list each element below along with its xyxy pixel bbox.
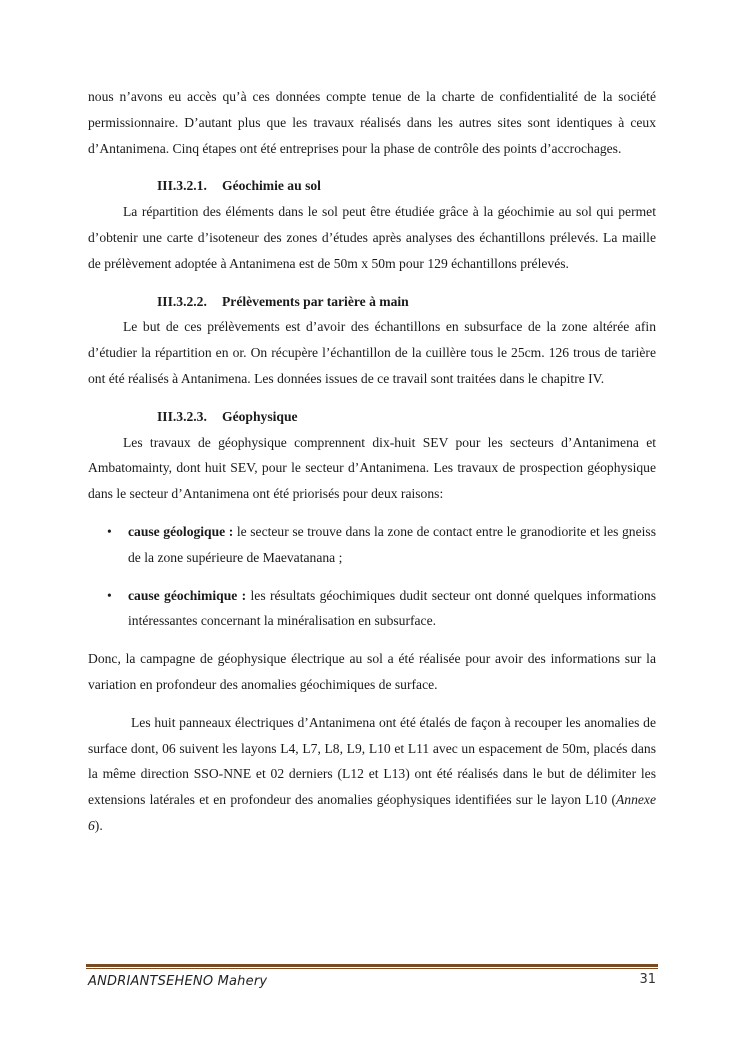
heading-tariere bbox=[88, 289, 656, 315]
footer-author: ANDRIANTSEHENO Mahery bbox=[88, 974, 268, 989]
heading-title: Géochimie au sol bbox=[222, 178, 321, 194]
paragraph-intro: nous n’avons eu accès qu’à ces données compte tenue de la charte de confidentialité de la société permissionnaire. D’autant plus que les travaux réalisés dans les autres sites sont identiques à ceux d’Antanimena. Cinq étapes ont été entreprises pour la phase de contrôle des points d’accrochages. bbox=[88, 89, 656, 156]
annexe-reference: Annexe 6 bbox=[88, 792, 656, 833]
bullet-text: les résultats géochimiques dudit secteur ont donné quelques informations intéressantes concernant la minéralisation en subsurface. bbox=[128, 587, 656, 629]
paragraph-panneaux bbox=[88, 710, 656, 839]
panneaux-text: Les huit panneaux électriques d’Antanimena ont été étalés de façon à recouper les anomalies de surface dont, 06 suivent les layons L4, L7, L8, L9, L10 et L11 avec un espacement de 50m, placés dans la même direction SSO-NNE et 02 derniers (L12 et L13) ont été réalisés dans le but de délimiter les extensions latérales et en profondeur des anomalies géophysiques identifiées sur le layon L10 ( bbox=[88, 714, 656, 808]
paragraph-geochimie: La répartition des éléments dans le sol peut être étudiée grâce à la géochimie au sol qui permet d’obtenir une carte d’isoteneur des zones d’études après analyses des échantillons prélevés. La maille de prélèvement adoptée à Antanimena est de 50m x 50m pour 129 échantillons prélevés. bbox=[88, 204, 656, 271]
heading-number: III.3.2.2. bbox=[157, 293, 207, 309]
bullet-list bbox=[88, 519, 656, 634]
heading-geophysique bbox=[88, 404, 656, 430]
heading-title: Géophysique bbox=[222, 408, 298, 424]
bullet-text: le secteur se trouve dans la zone de contact entre le granodiorite et les gneiss de la zone supérieure de Maevatanana ; bbox=[128, 523, 656, 565]
footer-rule bbox=[86, 964, 658, 967]
footer-rule-thin bbox=[86, 968, 658, 969]
paragraph-tariere: Le but de ces prélèvements est d’avoir des échantillons en subsurface de la zone altérée afin d’étudier la répartition en or. On récupère l’échantillon de la cuillère tous le 25cm. 126 trous de tarière ont été réalisés à Antanimena. Les données issues de ce travail sont traitées dans le chapitre IV. bbox=[88, 319, 656, 386]
body-text bbox=[88, 84, 656, 839]
page-number: 31 bbox=[639, 972, 656, 987]
panneaux-end: ). bbox=[94, 817, 103, 833]
heading-geochimie bbox=[88, 173, 656, 199]
paragraph-donc: Donc, la campagne de géophysique électrique au sol a été réalisée pour avoir des informations sur la variation en profondeur des anomalies géochimiques de surface. bbox=[88, 651, 656, 692]
bullet-icon: • bbox=[107, 523, 112, 539]
heading-number: III.3.2.3. bbox=[157, 408, 207, 424]
bullet-term: cause géologique : bbox=[128, 523, 234, 539]
bullet-icon: • bbox=[107, 587, 112, 603]
heading-number: III.3.2.1. bbox=[157, 178, 207, 194]
paragraph-geophysique: Les travaux de géophysique comprennent dix-huit SEV pour les secteurs d’Antanimena et Ambatomainty, dont huit SEV, pour le secteur d’Antanimena. Les travaux de prospection géophysique dans le secteur d’Antanimena ont été priorisés pour deux raisons: bbox=[88, 434, 656, 502]
heading-title: Prélèvements par tarière à main bbox=[222, 293, 409, 309]
bullet-term: cause géochimique : bbox=[128, 587, 247, 603]
list-item bbox=[88, 519, 656, 571]
list-item bbox=[88, 583, 656, 635]
